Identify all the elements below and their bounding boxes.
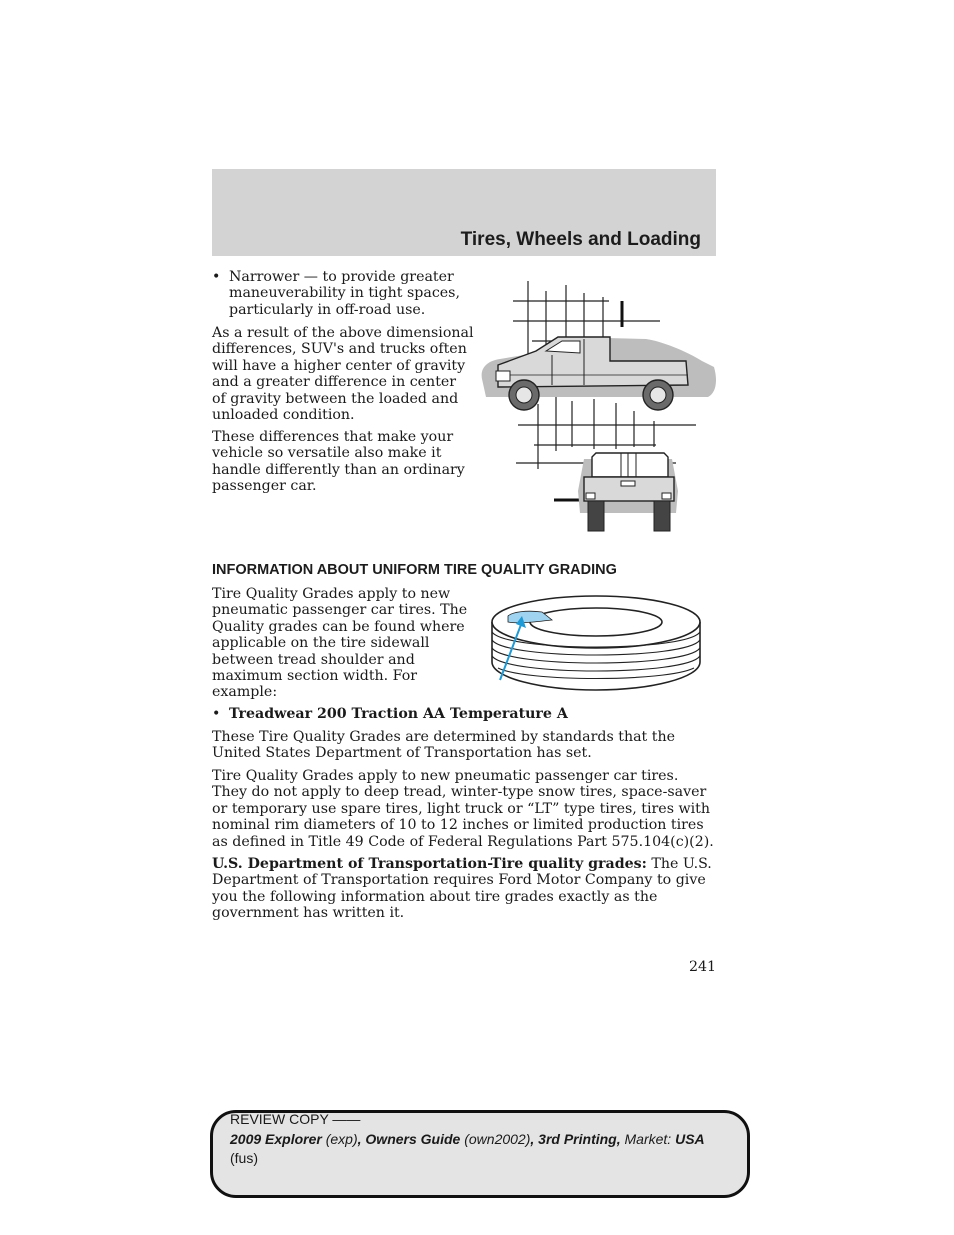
uniform-tire-grading-heading: INFORMATION ABOUT UNIFORM TIRE QUALITY GRADING: [212, 562, 617, 578]
guide-name: Owners Guide: [365, 1131, 461, 1147]
narrower-bullet-text: Narrower — to provide greater maneuverability in tight spaces, particularly in off-road use.: [229, 269, 460, 318]
narrower-bullet: [212, 269, 474, 318]
page-number: 241: [689, 959, 717, 975]
pickup-side-view: [482, 337, 716, 410]
center-of-gravity-paragraph: As a result of the above dimensional differences, SUV's and trucks often will have a higher center of gravity and a greater difference in center of gravity between the loaded and unloaded condition.: [212, 325, 474, 424]
dot-grades-paragraph: [212, 856, 717, 922]
truck-gravity-diagram: [476, 281, 718, 521]
separator: ,: [357, 1131, 366, 1147]
tire-grades-intro-paragraph: Tire Quality Grades apply to new pneumatic passenger car tires. The Quality grades can be found where applicable on the tire sidewall between tread shoulder and maximum section width. For example:: [212, 586, 468, 701]
market-value: USA: [675, 1131, 705, 1147]
treadwear-example-text: Treadwear 200 Traction AA Temperature A: [229, 706, 568, 722]
dot-standards-paragraph: These Tire Quality Grades are determined by standards that the United States Department of Transportation has set.: [212, 729, 675, 762]
dot-grades-body: The U.S. Department of Transportation requires Ford Motor Company to give you the following information about tire grades exactly as the government has written it.: [212, 856, 712, 922]
handling-paragraph: These differences that make your vehicle so versatile also make it handle differently than an ordinary passenger car.: [212, 429, 465, 495]
guide-code: (own2002): [460, 1131, 531, 1147]
model-name: 2009 Explorer: [230, 1131, 322, 1147]
model-code: (exp): [321, 1131, 358, 1147]
footer-publication-line: [230, 1130, 705, 1148]
tire-sidewall-diagram: [486, 592, 706, 686]
review-copy-label: REVIEW COPY ——: [230, 1111, 361, 1127]
section-header-band: [212, 169, 716, 256]
market-code: (fus): [230, 1150, 258, 1166]
printing-edition: 3rd Printing,: [538, 1131, 621, 1147]
grades-apply-paragraph: Tire Quality Grades apply to new pneumatic passenger car tires. They do not apply to deep tread, winter-type snow tires, space-saver or temporary use spare tires, light truck or “LT” type tires, tires with nominal rim diameters of 10 to 12 inches or limited production tires as defined in Title 49 Code of Federal Regulations Part 575.104(c)(2).: [212, 768, 714, 850]
dot-grades-lead: U.S. Department of Transportation-Tire quality grades:: [212, 856, 647, 872]
market-label: Market:: [620, 1131, 676, 1147]
separator: ,: [530, 1131, 539, 1147]
bullet-symbol: •: [212, 706, 221, 722]
treadwear-example-bullet: [212, 706, 717, 722]
bullet-symbol: •: [212, 269, 221, 285]
section-title: Tires, Wheels and Loading: [460, 229, 701, 250]
pickup-rear-view: [578, 453, 678, 531]
